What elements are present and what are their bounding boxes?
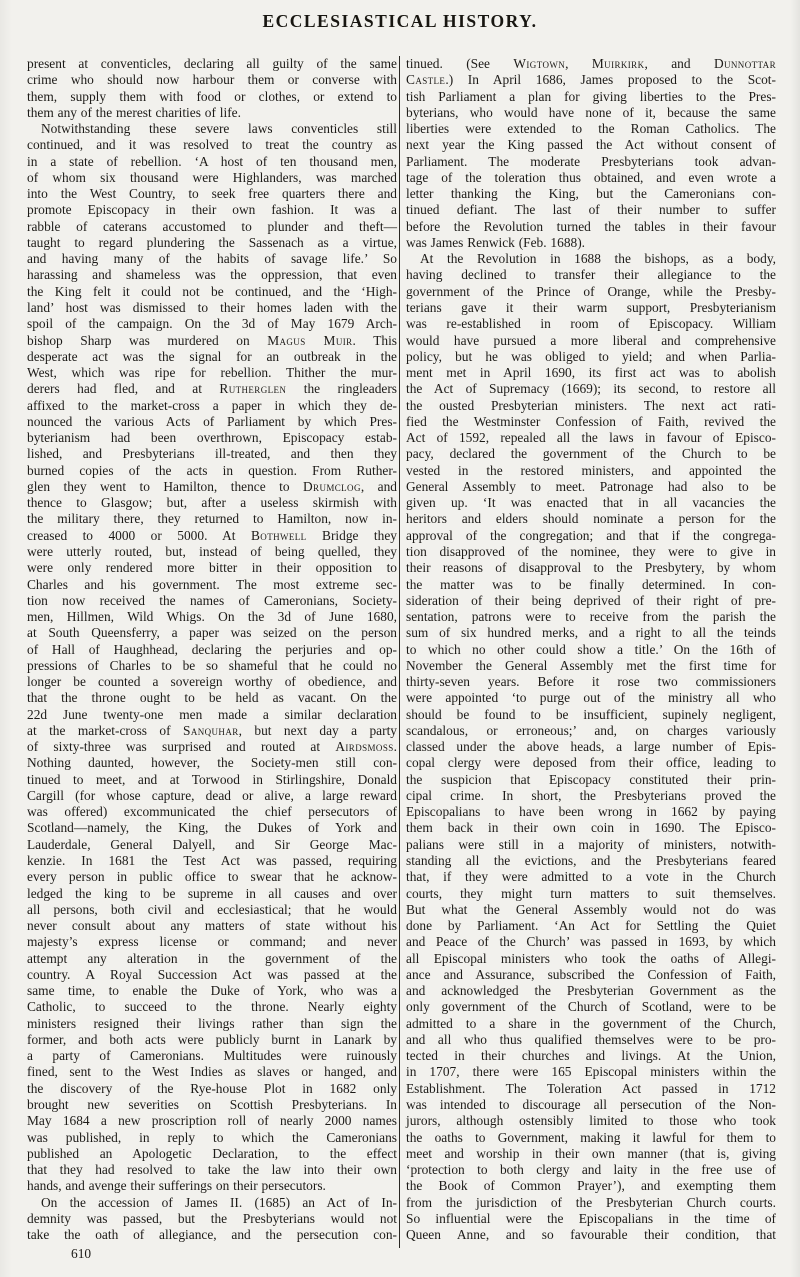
text-line: former, and both acts were publicly burnt in Lanark by [27, 1031, 397, 1047]
text-line: of whom six thousand were Highlanders, was marched [27, 169, 397, 185]
text-line: admitted to a share in the government of the Church, [406, 1015, 776, 1031]
text-line: sideration of their being deprived of their right of pre- [406, 592, 776, 608]
text-line: thence to Glasgow; but, after a useless skirmish with [27, 495, 397, 511]
text-line: sentation, patrons were to receive from the parish the [406, 609, 776, 625]
text-line: the oaths to Government, making it lawful for them to [406, 1129, 776, 1145]
text-line: them, supply them with food or clothes, or extend to [27, 88, 397, 104]
text-line: pacy, declared the government of the Church to be [406, 446, 776, 462]
text-line: published an Apologetic Declaration, to the effect [27, 1145, 397, 1161]
text-line: attempt any alteration in the government of the [27, 950, 397, 966]
text-line: majesty’s express license or command; and never [27, 934, 397, 950]
text-line: that, if they were admitted to a vote in the Church [406, 869, 776, 885]
text-line: and all who thus qualified themselves were to be pro- [406, 1031, 776, 1047]
text-line: the Book of Common Prayer’), and exempting them [406, 1178, 776, 1194]
small-caps-place-name: Airdsmoss [335, 739, 394, 755]
text-line: Cargill (for whose capture, dead or alive, a large reward [27, 787, 397, 803]
text-line: lished, and Presbyterians ill-treated, and then they [27, 446, 397, 462]
text-line: done by Parliament. ‘An Act for Settling the Quiet [406, 918, 776, 934]
text-line: were utterly routed, but, instead of being quelled, they [27, 543, 397, 559]
text-line: byterians, who would have none of it, because the same [406, 104, 776, 120]
small-caps-place-name: Dunnottar [713, 56, 776, 71]
text-line: courts, they might turn matters to suit themselves. [406, 885, 776, 901]
text-line: meet and worship in their own manner (that is, giving [406, 1145, 776, 1161]
text-line: rabble of caterans accustomed to plunder and theft— [27, 218, 397, 234]
small-caps-place-name: Muirkirk [591, 56, 645, 71]
text-line: would have pursued a more liberal and comprehensive [406, 332, 776, 348]
text-line: Notwithstanding these severe laws conventicles still [41, 121, 397, 137]
text-line: having declined to transfer their allegiance to the [406, 267, 776, 283]
text-line: At the Revolution in 1688 the bishops, as a body, [420, 251, 776, 267]
text-line: 22d June twenty-one men made a similar declaration [27, 706, 397, 722]
text-line: byterianism had been overthrown, Episcopacy estab- [27, 430, 397, 446]
small-caps-place-name: Drumclog [302, 478, 361, 494]
text-line: was re-established in room of Episcopacy. William [406, 316, 776, 332]
small-caps-place-name: Bothwell [250, 527, 307, 543]
text-line: crime who should now harbour them or converse with [27, 72, 397, 88]
text-line: and Peace of the Church’ was passed in 1693, by which [406, 934, 776, 950]
text-line: a party of Cameronians. Multitudes were ruinously [27, 1048, 397, 1064]
text-line: brought new severities on Scottish Presbyterians. In [27, 1097, 397, 1112]
text-line: in 1707, there were 165 Episcopal ministers within the [406, 1064, 776, 1080]
text-line: fied the Westminster Confession of Faith, revived the [406, 413, 776, 429]
small-caps-place-name: Wigtown [513, 56, 566, 71]
text-line: Nothing daunted, however, the Society-men still con- [27, 755, 397, 771]
text-line: only government of the Church of Scotland, were to be [406, 999, 776, 1015]
text-line: tage of the toleration thus obtained, and even wrote a [406, 169, 776, 185]
text-line: copal clergy were deposed from their office, leading to [406, 755, 776, 771]
text-line: affixed to the market-cross a paper in which they de- [27, 397, 397, 413]
text-line: tion now received the names of Cameronians, Society- [27, 592, 397, 608]
text-line: Queen Anne, and so favourable their condition, that [406, 1227, 776, 1243]
text-line: bishop Sharp was murdered on Magus Muir. This [27, 332, 397, 348]
text-line: tected in their churches and livings. At the Union, [406, 1048, 776, 1064]
text-line: them back in their own coin in 1690. The Episco- [406, 820, 776, 836]
text-line: General Assembly to meet. Patronage had also to be [406, 478, 776, 494]
text-line: country. A Royal Succession Act was passed at the [27, 966, 397, 982]
text-line: Lauderdale, General Dalyell, and Sir George Mac- [27, 836, 397, 852]
text-line: before the Revolution turned the tables in their favour [406, 218, 776, 234]
text-line: the King felt it could not be continued, and the ‘High- [27, 283, 397, 299]
text-line: all persons, both civil and ecclesiastical; that he would [27, 901, 397, 917]
text-line: May 1684 a new proscription roll of nearly 2000 names [27, 1113, 397, 1129]
text-line: Episcopalians to have been wrong in 1662 by paying [406, 804, 776, 820]
text-line: terians gave it their warm support, Presbyterianism [406, 299, 776, 315]
text-line: Scotland—namely, the King, the Dukes of York and [27, 820, 397, 836]
text-line: So influential were the Episcopalians in the time of [406, 1210, 776, 1226]
text-line: the Act of Supremacy (1669); its second, to restore all [406, 381, 776, 397]
text-line: that the throne ought to be held as vacant. On the [27, 690, 397, 706]
text-line: ment met in April 1690, its first act was to abolish [406, 365, 776, 381]
text-column-left [27, 56, 397, 1243]
text-line: Charles and his government. The most extreme sec- [27, 576, 397, 592]
text-line: nounced the various Acts of Parliament by which Pres- [27, 413, 397, 429]
text-line: and having many of the habits of savage life.’ So [27, 251, 397, 267]
text-line: Castle.) In April 1686, James proposed to the Scot- [406, 72, 776, 88]
text-line: of sixty-three was surprised and routed at Airdsmoss. [27, 739, 397, 755]
text-line: of Hall of Haughhead, declaring the perjuries and op- [27, 641, 397, 657]
text-line: cipal crime. In short, the Presbyterians proved the [406, 787, 776, 803]
text-line: On the accession of James II. (1685) an Act of In- [41, 1194, 397, 1210]
text-line: were only rendered more bitter in their opposition to [27, 560, 397, 576]
text-line: promote Episcopacy in their own fashion. It was a [27, 202, 397, 218]
text-line: longer be counted a sovereign worthy of obedience, and [27, 674, 397, 690]
text-line: tinued to meet, and at Torwood in Stirlingshire, Donald [27, 771, 397, 787]
text-line: Catholic, to succeed to the throne. Nearly eighty [27, 999, 397, 1015]
text-line: taught to regard plundering the Sassenach as a virtue, [27, 234, 397, 250]
column-divider [399, 56, 400, 1248]
text-line: harassing and shameless was the oppression, that even [27, 267, 397, 283]
text-line: liberties were extended to the Roman Catholics. The [406, 121, 776, 137]
text-line: But what the General Assembly would not do was [406, 901, 776, 917]
text-line: vested in the restored ministers, and appointed the [406, 462, 776, 478]
text-line: policy, but he was obliged to yield; and when Parlia- [406, 348, 776, 364]
text-line: same time, to enable the Duke of York, who was a [27, 983, 397, 999]
text-line: spoil of the campaign. On the 3d of May 1679 Arch- [27, 316, 397, 332]
text-line: into the West Country, to seek free quarters there and [27, 186, 397, 202]
text-line: glen they went to Hamilton, thence to Drumclog, and [27, 478, 397, 494]
text-line: derers had fled, and at Rutherglen the ringleaders [27, 381, 397, 397]
text-line: at the market-cross of Sanquhar, but next day a party [27, 722, 397, 738]
text-line: Parliament. The moderate Presbyterians took advan- [406, 153, 776, 169]
text-line: palians were still in a majority of ministers, notwith- [406, 836, 776, 852]
text-line: tinued defiant. The last of their number to suffer [406, 202, 776, 218]
small-caps-place-name: Magus Muir [267, 332, 353, 348]
text-line: take the oath of allegiance, and the persecution con- [27, 1227, 397, 1243]
text-line: thirty-seven years. Before it rose two commissioners [406, 674, 776, 690]
text-line: that they had resolved to take the law into their own [27, 1162, 397, 1178]
text-line: the suspicion that Episcopacy constituted their prin- [406, 771, 776, 787]
text-column-right [406, 56, 776, 1243]
text-line: pressions of Charles to be so shameful that he could no [27, 657, 397, 673]
text-line: in a state of rebellion. ‘A host of ten thousand men, [27, 153, 397, 169]
text-line: hands, and avenge their sufferings on their persecutors. [27, 1178, 326, 1194]
text-line: demnity was passed, but the Presbyterians would not [27, 1210, 397, 1226]
text-line: Act of 1592, repealed all the laws in favour of Episco- [406, 430, 776, 446]
page-number: 610 [71, 1246, 92, 1261]
text-line: was published, in reply to which the Cameronians [27, 1129, 397, 1145]
text-line: never consult about any matters of state without his [27, 918, 397, 934]
text-line: ance and Assurance, subscribed the Confession of Faith, [406, 966, 776, 982]
text-line: them any of the merest charities of life. [27, 104, 241, 120]
text-line: government of the Prince of Orange, while the Presby- [406, 283, 776, 299]
text-line: from the jurisdiction of the Presbyterian Church courts. [406, 1194, 776, 1210]
text-line: Establishment. The Toleration Act passed in 1712 [406, 1080, 776, 1096]
small-caps-place-name: Rutherglen [219, 381, 287, 397]
text-line: was James Renwick (Feb. 1688). [406, 234, 586, 250]
text-line: heritors and elders should nominate a person for the [406, 511, 776, 527]
text-line: every person in public office to swear that he acknow- [27, 869, 397, 885]
text-line: continued, and it was resolved to treat the country as [27, 137, 397, 153]
text-line: to which no other could show a title.’ On the 16th of [406, 641, 776, 657]
text-line: ‘protection to both clergy and laity in the free use of [406, 1162, 776, 1178]
text-line: were appointed ‘to purge out of the ministry all who [406, 690, 776, 706]
text-line: tinued. (See Wigtown, Muirkirk, and Dunnottar [406, 56, 776, 71]
text-line: was offered) excommunicated the chief persecutors of [27, 804, 397, 820]
text-line: present at conventicles, declaring all guilty of the same [27, 56, 397, 71]
text-line: the ousted Presbyterian ministers. The next act rati- [406, 397, 776, 413]
text-line: fined, sent to the West Indies as slaves or hanged, and [27, 1064, 397, 1080]
small-caps-place-name: Sanquhar [182, 722, 239, 738]
text-line: letter thanking the King, but the Cameronians con- [406, 186, 776, 202]
text-line: should be found to be insufficient, supinely negligent, [406, 706, 776, 722]
text-line: at South Queensferry, a paper was seized on the person [27, 625, 397, 641]
text-line: classed under the above heads, a large number of Epis- [406, 739, 776, 755]
text-line: the military there, they returned to Hamilton, now in- [27, 511, 397, 527]
page-title: ECCLESIASTICAL HISTORY. [262, 11, 538, 31]
text-line: the discovery of the Rye-house Plot in 1682 only [27, 1080, 397, 1096]
text-line: land’ host was dismissed to their homes laden with the [27, 299, 397, 315]
text-line: tion disapproved of the nominee, they were to give in [406, 543, 776, 559]
text-line: standing all the evictions, and the Presbyterians feared [406, 853, 776, 869]
text-line: and acknowledged the Presbyterian Government as the [406, 983, 776, 999]
text-line: approval of the congregation; and that if the congrega- [406, 527, 776, 543]
text-line: November the General Assembly met the first time for [406, 657, 776, 673]
text-line: next year the King passed the Act without consent of [406, 137, 776, 153]
text-line: ledged the king to be supreme in all causes and over [27, 885, 397, 901]
text-line: given up. ‘It was enacted that in all vacancies the [406, 495, 776, 511]
text-line: West, which was ripe for rebellion. Thither the mur- [27, 365, 397, 381]
text-line: their reasons of disapproval to the Presbytery, by whom [406, 560, 776, 576]
text-line: desperate act was the signal for an outbreak in the [27, 348, 397, 364]
text-line: scandalous, or erroneous;’ and, on charges variously [406, 722, 776, 738]
small-caps-place-name: Castle [406, 72, 446, 88]
text-line: tish Parliament a plan for giving liberties to the Pres- [406, 88, 776, 104]
text-line: burned copies of the acts in question. From Ruther- [27, 462, 397, 478]
text-line: the matter was to be finally determined. In con- [406, 576, 776, 592]
text-line: men, Hillmen, Wild Whigs. On the 3d of June 1680, [27, 609, 397, 625]
text-line: ministers resigned their livings rather than sign the [27, 1015, 397, 1031]
text-line: kenzie. In 1681 the Test Act was passed, requiring [27, 853, 397, 869]
text-line: all Episcopal ministers who took the oaths of Allegi- [406, 950, 776, 966]
text-line: jurors, although ostensibly limited to those who took [406, 1113, 776, 1129]
text-line: was intended to discourage all persecution of the Non- [406, 1097, 776, 1112]
text-line: creased to 4000 or 5000. At Bothwell Bridge they [27, 527, 397, 543]
text-line: sum of six hundred merks, and a right to all the teinds [406, 625, 776, 641]
